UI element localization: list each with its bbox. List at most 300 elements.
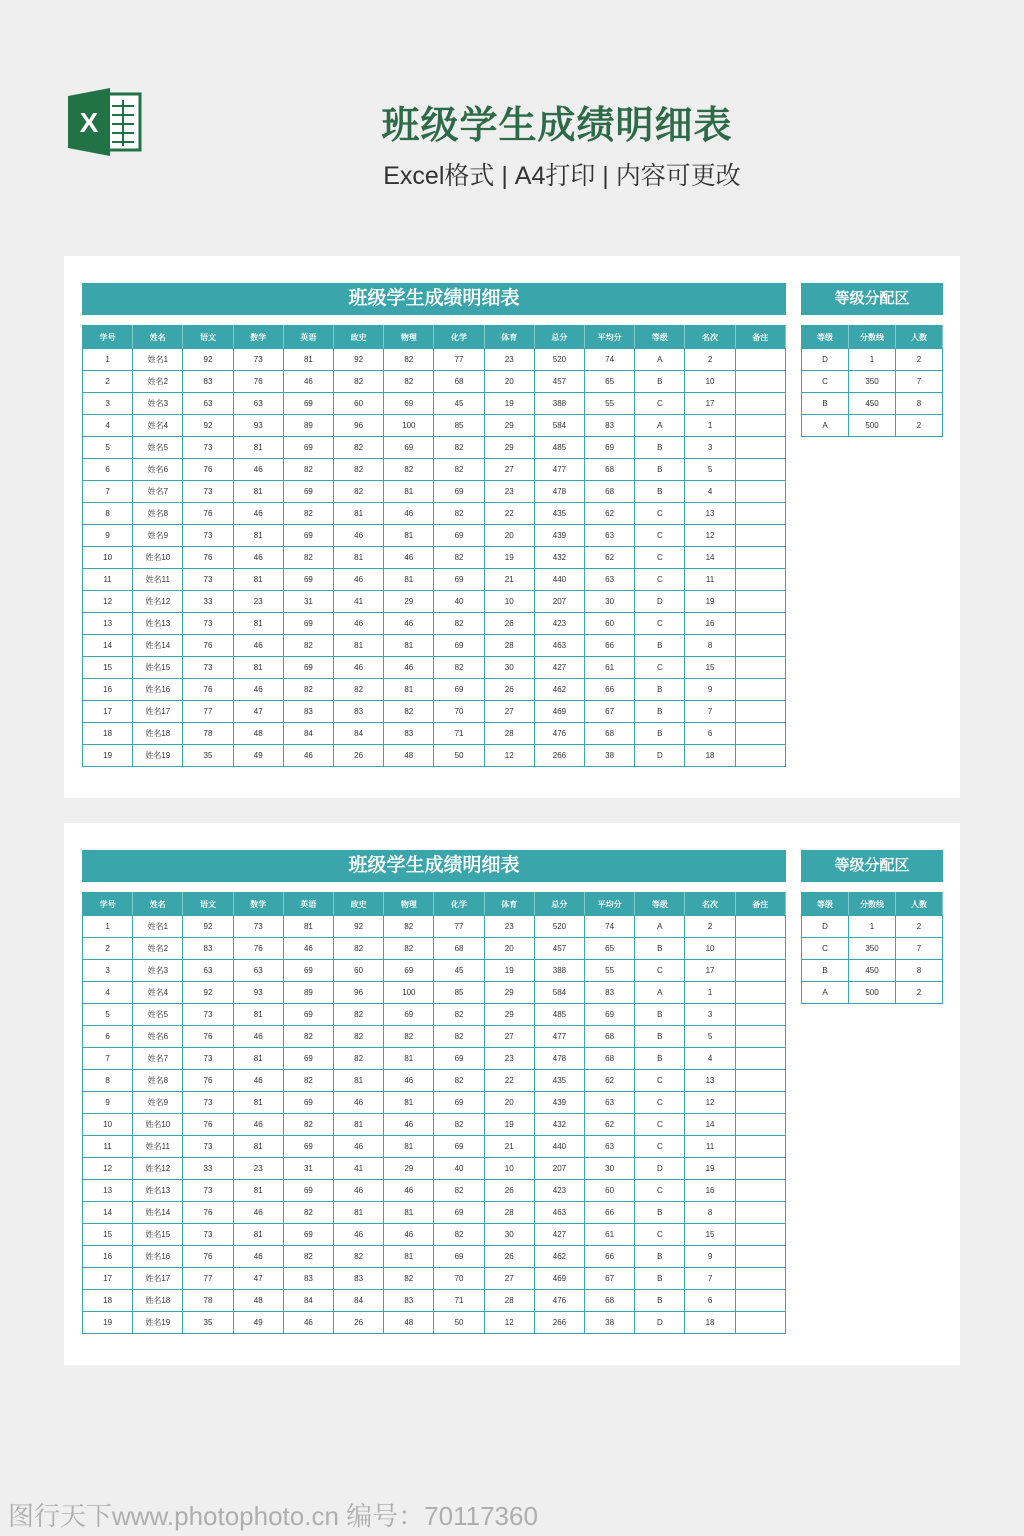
table-cell[interactable]: 74 [585, 916, 635, 938]
table-cell[interactable]: D [635, 1312, 685, 1334]
table-cell[interactable]: 20 [484, 525, 534, 547]
table-cell[interactable]: B [635, 1202, 685, 1224]
table-cell[interactable]: 69 [283, 1136, 333, 1158]
table-cell[interactable]: 7 [83, 1048, 133, 1070]
column-header[interactable]: 分数线 [849, 326, 896, 349]
table-cell[interactable]: 81 [384, 679, 434, 701]
table-cell[interactable]: 9 [83, 525, 133, 547]
table-cell[interactable]: 31 [283, 591, 333, 613]
table-cell[interactable]: 76 [183, 1070, 233, 1092]
table-cell[interactable]: 82 [434, 1180, 484, 1202]
table-cell[interactable]: 81 [334, 1070, 384, 1092]
table-cell[interactable]: 388 [534, 393, 584, 415]
table-cell[interactable]: 10 [83, 1114, 133, 1136]
table-cell[interactable]: D [635, 1158, 685, 1180]
table-cell[interactable]: 28 [484, 1202, 534, 1224]
table-cell[interactable]: C [635, 1224, 685, 1246]
table-cell[interactable]: 20 [484, 938, 534, 960]
table-cell[interactable]: 26 [334, 1312, 384, 1334]
table-cell[interactable]: C [635, 547, 685, 569]
table-cell[interactable]: 9 [83, 1092, 133, 1114]
column-header[interactable]: 化学 [434, 893, 484, 916]
table-cell[interactable]: 69 [283, 1180, 333, 1202]
table-cell[interactable]: 1 [83, 349, 133, 371]
table-cell[interactable]: 69 [283, 657, 333, 679]
table-cell[interactable]: 50 [434, 745, 484, 767]
table-cell[interactable]: C [635, 1070, 685, 1092]
table-cell[interactable]: C [802, 371, 849, 393]
table-cell[interactable]: 82 [283, 635, 333, 657]
table-cell[interactable]: 46 [334, 613, 384, 635]
table-cell[interactable]: B [802, 960, 849, 982]
table-cell[interactable]: 5 [83, 437, 133, 459]
column-header[interactable]: 人数 [896, 326, 943, 349]
table-cell[interactable]: C [635, 1114, 685, 1136]
table-cell[interactable]: 46 [384, 1224, 434, 1246]
table-cell[interactable]: 48 [384, 745, 434, 767]
table-cell[interactable]: 5 [685, 459, 735, 481]
table-cell[interactable] [735, 982, 785, 1004]
table-cell[interactable]: 19 [685, 1158, 735, 1180]
table-cell[interactable]: 73 [183, 481, 233, 503]
table-cell[interactable]: 81 [334, 1114, 384, 1136]
table-cell[interactable]: 30 [484, 1224, 534, 1246]
table-cell[interactable]: 83 [585, 982, 635, 1004]
table-cell[interactable]: B [635, 371, 685, 393]
table-cell[interactable]: 81 [233, 1136, 283, 1158]
table-cell[interactable]: 584 [534, 415, 584, 437]
table-cell[interactable]: 2 [896, 415, 943, 437]
table-cell[interactable]: 266 [534, 1312, 584, 1334]
table-cell[interactable]: 46 [233, 1070, 283, 1092]
table-cell[interactable]: C [635, 1136, 685, 1158]
table-cell[interactable]: 55 [585, 393, 635, 415]
table-cell[interactable]: 69 [283, 437, 333, 459]
table-cell[interactable]: 69 [283, 569, 333, 591]
table-cell[interactable]: 46 [233, 1026, 283, 1048]
table-cell[interactable]: 姓名5 [133, 437, 183, 459]
table-cell[interactable]: 29 [484, 982, 534, 1004]
table-cell[interactable]: 63 [585, 569, 635, 591]
table-cell[interactable]: 13 [83, 613, 133, 635]
table-cell[interactable]: 8 [685, 635, 735, 657]
table-cell[interactable]: 27 [484, 701, 534, 723]
table-cell[interactable]: 46 [334, 569, 384, 591]
table-cell[interactable]: B [635, 1026, 685, 1048]
table-cell[interactable]: 76 [233, 938, 283, 960]
table-cell[interactable]: 69 [283, 393, 333, 415]
table-cell[interactable]: C [635, 525, 685, 547]
table-cell[interactable]: 81 [334, 635, 384, 657]
table-cell[interactable]: 485 [534, 437, 584, 459]
table-cell[interactable]: 62 [585, 1114, 635, 1136]
table-cell[interactable]: 439 [534, 1092, 584, 1114]
table-cell[interactable]: 姓名9 [133, 525, 183, 547]
table-cell[interactable]: 姓名19 [133, 745, 183, 767]
table-cell[interactable]: 28 [484, 635, 534, 657]
table-cell[interactable]: 4 [685, 481, 735, 503]
table-cell[interactable]: 10 [685, 938, 735, 960]
table-cell[interactable]: 463 [534, 1202, 584, 1224]
column-header[interactable]: 总分 [534, 326, 584, 349]
table-cell[interactable] [735, 1070, 785, 1092]
table-cell[interactable]: 姓名19 [133, 1312, 183, 1334]
table-cell[interactable]: 姓名10 [133, 1114, 183, 1136]
table-cell[interactable]: 82 [434, 1224, 484, 1246]
table-cell[interactable]: A [802, 415, 849, 437]
table-cell[interactable]: 19 [484, 960, 534, 982]
table-cell[interactable]: 82 [434, 657, 484, 679]
table-cell[interactable] [735, 569, 785, 591]
table-cell[interactable]: 469 [534, 1268, 584, 1290]
table-cell[interactable]: 11 [685, 1136, 735, 1158]
table-cell[interactable]: 69 [434, 679, 484, 701]
table-cell[interactable]: 73 [233, 916, 283, 938]
table-cell[interactable]: 63 [233, 393, 283, 415]
table-cell[interactable]: 姓名18 [133, 723, 183, 745]
table-cell[interactable]: 92 [183, 982, 233, 1004]
table-cell[interactable]: B [802, 393, 849, 415]
table-cell[interactable]: 26 [334, 745, 384, 767]
table-cell[interactable]: 82 [384, 701, 434, 723]
table-cell[interactable]: 82 [434, 1004, 484, 1026]
table-cell[interactable]: 姓名16 [133, 679, 183, 701]
table-cell[interactable]: 14 [83, 1202, 133, 1224]
table-cell[interactable]: 69 [283, 613, 333, 635]
table-cell[interactable]: B [635, 1290, 685, 1312]
table-cell[interactable]: 姓名14 [133, 635, 183, 657]
table-cell[interactable]: 82 [334, 1026, 384, 1048]
table-cell[interactable]: D [802, 916, 849, 938]
table-cell[interactable]: 92 [334, 916, 384, 938]
table-cell[interactable]: 81 [334, 1202, 384, 1224]
table-cell[interactable]: 85 [434, 982, 484, 1004]
table-cell[interactable]: 41 [334, 591, 384, 613]
table-cell[interactable]: 84 [334, 723, 384, 745]
table-cell[interactable]: 68 [585, 1290, 635, 1312]
table-cell[interactable]: 440 [534, 569, 584, 591]
table-cell[interactable]: B [635, 723, 685, 745]
table-cell[interactable]: 81 [334, 503, 384, 525]
table-cell[interactable] [735, 701, 785, 723]
table-cell[interactable]: 82 [283, 1026, 333, 1048]
table-cell[interactable]: 16 [83, 1246, 133, 1268]
table-cell[interactable]: 450 [849, 393, 896, 415]
table-cell[interactable]: 67 [585, 701, 635, 723]
table-cell[interactable]: 65 [585, 938, 635, 960]
table-cell[interactable]: 350 [849, 938, 896, 960]
table-cell[interactable]: 477 [534, 459, 584, 481]
table-cell[interactable]: 18 [685, 745, 735, 767]
table-cell[interactable]: 1 [685, 415, 735, 437]
table-cell[interactable]: 2 [685, 916, 735, 938]
table-cell[interactable]: 46 [283, 1312, 333, 1334]
table-cell[interactable] [735, 916, 785, 938]
table-cell[interactable]: 12 [83, 1158, 133, 1180]
table-cell[interactable]: 50 [434, 1312, 484, 1334]
table-cell[interactable]: 3 [83, 393, 133, 415]
table-cell[interactable]: 81 [233, 569, 283, 591]
table-cell[interactable]: 15 [83, 657, 133, 679]
table-cell[interactable]: 姓名1 [133, 916, 183, 938]
table-cell[interactable]: 82 [283, 459, 333, 481]
table-cell[interactable]: 姓名7 [133, 1048, 183, 1070]
table-cell[interactable]: 19 [484, 1114, 534, 1136]
table-cell[interactable]: 423 [534, 1180, 584, 1202]
table-cell[interactable]: 73 [183, 613, 233, 635]
table-cell[interactable] [735, 503, 785, 525]
table-cell[interactable]: 6 [685, 1290, 735, 1312]
table-cell[interactable]: 73 [183, 1092, 233, 1114]
table-cell[interactable]: 40 [434, 1158, 484, 1180]
table-cell[interactable]: 82 [334, 481, 384, 503]
table-cell[interactable]: 69 [283, 960, 333, 982]
table-cell[interactable]: 姓名13 [133, 1180, 183, 1202]
table-cell[interactable]: 81 [233, 1048, 283, 1070]
table-cell[interactable]: 姓名18 [133, 1290, 183, 1312]
column-header[interactable]: 等级 [802, 326, 849, 349]
table-cell[interactable]: 68 [585, 1026, 635, 1048]
table-cell[interactable]: 84 [334, 1290, 384, 1312]
table-cell[interactable]: 82 [384, 459, 434, 481]
table-cell[interactable]: 65 [585, 371, 635, 393]
table-cell[interactable]: 78 [183, 1290, 233, 1312]
table-cell[interactable]: 73 [183, 569, 233, 591]
table-cell[interactable]: 46 [233, 635, 283, 657]
table-cell[interactable]: 21 [484, 569, 534, 591]
table-cell[interactable]: 62 [585, 503, 635, 525]
column-header[interactable]: 等级 [802, 893, 849, 916]
table-cell[interactable]: 5 [83, 1004, 133, 1026]
column-header[interactable]: 数学 [233, 326, 283, 349]
table-cell[interactable]: 82 [434, 1070, 484, 1092]
table-cell[interactable]: 46 [384, 503, 434, 525]
table-cell[interactable]: 81 [384, 1202, 434, 1224]
table-cell[interactable]: 68 [585, 481, 635, 503]
table-cell[interactable]: 96 [334, 982, 384, 1004]
table-cell[interactable]: 38 [585, 1312, 635, 1334]
table-cell[interactable]: 69 [384, 393, 434, 415]
table-cell[interactable] [735, 1202, 785, 1224]
table-cell[interactable]: 1 [849, 916, 896, 938]
table-cell[interactable] [735, 349, 785, 371]
table-cell[interactable]: 68 [434, 371, 484, 393]
table-cell[interactable]: 7 [83, 481, 133, 503]
table-cell[interactable]: 77 [434, 916, 484, 938]
table-cell[interactable]: 69 [283, 1004, 333, 1026]
table-cell[interactable]: 69 [434, 635, 484, 657]
table-cell[interactable]: 500 [849, 982, 896, 1004]
column-header[interactable]: 分数线 [849, 893, 896, 916]
table-cell[interactable]: 81 [233, 1180, 283, 1202]
table-cell[interactable]: 69 [384, 437, 434, 459]
column-header[interactable]: 姓名 [133, 893, 183, 916]
table-cell[interactable]: 16 [685, 1180, 735, 1202]
table-cell[interactable]: 30 [484, 657, 534, 679]
table-cell[interactable]: 姓名10 [133, 547, 183, 569]
table-cell[interactable] [735, 657, 785, 679]
table-cell[interactable]: 81 [233, 1224, 283, 1246]
table-cell[interactable]: 姓名17 [133, 701, 183, 723]
table-cell[interactable]: 73 [233, 349, 283, 371]
table-cell[interactable]: 77 [183, 1268, 233, 1290]
table-cell[interactable]: 81 [334, 547, 384, 569]
table-cell[interactable] [735, 371, 785, 393]
table-cell[interactable]: 17 [83, 701, 133, 723]
table-cell[interactable]: 47 [233, 1268, 283, 1290]
table-cell[interactable]: 46 [334, 657, 384, 679]
table-cell[interactable]: 73 [183, 657, 233, 679]
table-cell[interactable]: 26 [484, 613, 534, 635]
table-cell[interactable]: 31 [283, 1158, 333, 1180]
table-cell[interactable]: 35 [183, 1312, 233, 1334]
table-cell[interactable]: 68 [585, 1048, 635, 1070]
table-cell[interactable]: 82 [334, 437, 384, 459]
column-header[interactable]: 体育 [484, 893, 534, 916]
table-cell[interactable]: 82 [334, 679, 384, 701]
table-cell[interactable]: 82 [384, 1268, 434, 1290]
column-header[interactable]: 语文 [183, 326, 233, 349]
table-cell[interactable]: 姓名7 [133, 481, 183, 503]
table-cell[interactable]: 22 [484, 503, 534, 525]
table-cell[interactable]: 16 [83, 679, 133, 701]
table-cell[interactable]: B [635, 679, 685, 701]
table-cell[interactable]: 92 [334, 349, 384, 371]
table-cell[interactable]: 82 [283, 1070, 333, 1092]
table-cell[interactable]: 49 [233, 1312, 283, 1334]
table-cell[interactable]: 69 [283, 1224, 333, 1246]
table-cell[interactable]: 13 [83, 1180, 133, 1202]
table-cell[interactable]: 40 [434, 591, 484, 613]
column-header[interactable]: 政史 [334, 893, 384, 916]
table-cell[interactable]: 15 [685, 1224, 735, 1246]
table-cell[interactable]: 93 [233, 982, 283, 1004]
table-cell[interactable]: 19 [83, 1312, 133, 1334]
table-cell[interactable] [735, 938, 785, 960]
table-cell[interactable]: 432 [534, 1114, 584, 1136]
table-cell[interactable]: 7 [896, 371, 943, 393]
table-cell[interactable]: 81 [233, 525, 283, 547]
table-cell[interactable]: 23 [484, 916, 534, 938]
table-cell[interactable]: 19 [83, 745, 133, 767]
column-header[interactable]: 备注 [735, 893, 785, 916]
table-cell[interactable]: 83 [384, 1290, 434, 1312]
table-cell[interactable]: 76 [183, 635, 233, 657]
table-cell[interactable]: 63 [183, 960, 233, 982]
table-cell[interactable]: 61 [585, 1224, 635, 1246]
table-cell[interactable]: 8 [83, 1070, 133, 1092]
table-cell[interactable]: 96 [334, 415, 384, 437]
table-cell[interactable]: 45 [434, 960, 484, 982]
table-cell[interactable]: 74 [585, 349, 635, 371]
table-cell[interactable]: 2 [896, 349, 943, 371]
table-cell[interactable]: C [635, 569, 685, 591]
table-cell[interactable]: 46 [233, 679, 283, 701]
table-cell[interactable]: 76 [183, 459, 233, 481]
table-cell[interactable]: 6 [83, 1026, 133, 1048]
table-cell[interactable] [735, 960, 785, 982]
table-cell[interactable]: 13 [685, 503, 735, 525]
table-cell[interactable]: 12 [685, 525, 735, 547]
table-cell[interactable]: 423 [534, 613, 584, 635]
table-cell[interactable]: 姓名4 [133, 415, 183, 437]
column-header[interactable]: 语文 [183, 893, 233, 916]
table-cell[interactable]: 8 [896, 960, 943, 982]
table-cell[interactable]: B [635, 459, 685, 481]
table-cell[interactable]: 89 [283, 415, 333, 437]
table-cell[interactable]: 100 [384, 415, 434, 437]
table-cell[interactable]: 2 [896, 982, 943, 1004]
table-cell[interactable]: 62 [585, 547, 635, 569]
table-cell[interactable]: 姓名12 [133, 1158, 183, 1180]
table-cell[interactable]: 7 [685, 701, 735, 723]
table-cell[interactable]: 3 [685, 437, 735, 459]
table-cell[interactable]: 68 [434, 938, 484, 960]
table-cell[interactable]: 63 [183, 393, 233, 415]
table-cell[interactable]: 81 [384, 1048, 434, 1070]
table-cell[interactable]: B [635, 635, 685, 657]
table-cell[interactable]: 46 [283, 745, 333, 767]
column-header[interactable]: 英语 [283, 326, 333, 349]
table-cell[interactable]: 9 [685, 1246, 735, 1268]
table-cell[interactable]: 82 [384, 1026, 434, 1048]
table-cell[interactable]: 69 [434, 1202, 484, 1224]
table-cell[interactable]: 28 [484, 1290, 534, 1312]
table-cell[interactable]: 23 [484, 1048, 534, 1070]
table-cell[interactable]: 478 [534, 481, 584, 503]
table-cell[interactable]: 姓名15 [133, 1224, 183, 1246]
table-cell[interactable]: 17 [685, 393, 735, 415]
table-cell[interactable] [735, 591, 785, 613]
table-cell[interactable]: 81 [233, 613, 283, 635]
table-cell[interactable]: 60 [585, 613, 635, 635]
table-cell[interactable]: 73 [183, 437, 233, 459]
column-header[interactable]: 学号 [83, 893, 133, 916]
table-cell[interactable]: 18 [685, 1312, 735, 1334]
table-cell[interactable]: 46 [233, 503, 283, 525]
table-cell[interactable]: 5 [685, 1026, 735, 1048]
table-cell[interactable] [735, 1268, 785, 1290]
table-cell[interactable]: 83 [334, 1268, 384, 1290]
table-cell[interactable]: 500 [849, 415, 896, 437]
table-cell[interactable]: 姓名14 [133, 1202, 183, 1224]
table-cell[interactable]: 16 [685, 613, 735, 635]
table-cell[interactable]: 30 [585, 1158, 635, 1180]
table-cell[interactable]: 66 [585, 679, 635, 701]
table-cell[interactable]: 83 [283, 1268, 333, 1290]
table-cell[interactable] [735, 745, 785, 767]
table-cell[interactable]: 73 [183, 1180, 233, 1202]
table-cell[interactable]: 63 [585, 1092, 635, 1114]
table-cell[interactable]: 38 [585, 745, 635, 767]
table-cell[interactable] [735, 1180, 785, 1202]
table-cell[interactable]: 477 [534, 1026, 584, 1048]
table-cell[interactable] [735, 393, 785, 415]
table-cell[interactable] [735, 1114, 785, 1136]
table-cell[interactable]: C [635, 503, 685, 525]
table-cell[interactable]: 12 [685, 1092, 735, 1114]
table-cell[interactable]: 60 [334, 960, 384, 982]
table-cell[interactable]: 姓名1 [133, 349, 183, 371]
table-cell[interactable]: 82 [334, 371, 384, 393]
table-cell[interactable]: 35 [183, 745, 233, 767]
table-cell[interactable]: 4 [83, 982, 133, 1004]
table-cell[interactable]: 29 [484, 437, 534, 459]
table-cell[interactable]: C [635, 1180, 685, 1202]
table-cell[interactable]: 82 [434, 459, 484, 481]
table-cell[interactable]: 姓名2 [133, 371, 183, 393]
table-cell[interactable]: 41 [334, 1158, 384, 1180]
